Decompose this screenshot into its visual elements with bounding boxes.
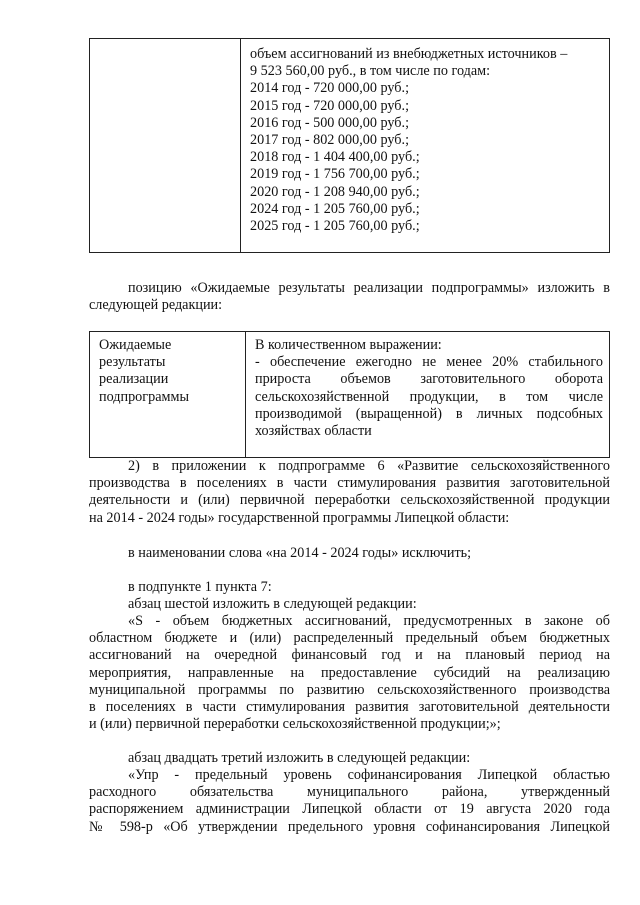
- text-line: позицию «Ожидаемые результаты реализации подпрограммы» изложить в: [128, 280, 610, 296]
- paragraph-sixth-line: [89, 596, 610, 613]
- text-line: в поселениях в части стимулирования развития заготовительной деятельности: [89, 699, 610, 716]
- label-line: реализации: [99, 371, 169, 388]
- value-line: производимой (выращенной) в личных подсобных: [255, 405, 603, 422]
- value-line: прироста объемов заготовительного оборота: [255, 371, 603, 388]
- funding-line: 2015 год - 720 000,00 руб.;: [250, 97, 410, 114]
- funding-table-right-cell: [241, 39, 610, 253]
- funding-line: 2014 год - 720 000,00 руб.;: [250, 80, 410, 97]
- label-line: подпрограммы: [99, 388, 189, 405]
- value-line: - обеспечение ежегодно не менее 20% стабильного: [255, 354, 603, 371]
- text-line: в наименовании слова «на 2014 - 2024 годы» исключить;: [128, 545, 472, 561]
- funding-line: 2024 год - 1 205 760,00 руб.;: [250, 200, 420, 217]
- value-line: сельскохозяйственной продукции, в том числе: [255, 388, 603, 405]
- expected-results-table: [89, 331, 610, 458]
- text-line: «Упр - предельный уровень софинансирования Липецкой областью: [128, 767, 610, 783]
- expected-results-value-cell: [246, 332, 610, 458]
- text-line: деятельности и (или) первичной переработки сельскохозяйственной продукции: [89, 492, 610, 509]
- funding-line: 2016 год - 500 000,00 руб.;: [250, 114, 410, 131]
- text-line: областном бюджете и (или) распределенный предельный объем бюджетных: [89, 630, 610, 647]
- funding-line: 2019 год - 1 756 700,00 руб.;: [250, 166, 420, 183]
- funding-line: 2025 год - 1 205 760,00 руб.;: [250, 218, 420, 235]
- funding-line: 2017 год - 802 000,00 руб.;: [250, 132, 410, 149]
- funding-table: [89, 38, 610, 253]
- value-line: хозяйствах области: [255, 423, 372, 440]
- text-line: муниципальной программы по развитию сельскохозяйственного производства: [89, 681, 610, 698]
- paragraph-subclause: [89, 579, 610, 596]
- paragraph-upr-definition: [89, 767, 610, 836]
- paragraph-twenty-third: [89, 750, 610, 767]
- text-line: мероприятия, направленные на предоставление субсидий на реализацию: [89, 664, 610, 681]
- funding-line: 2020 год - 1 208 940,00 руб.;: [250, 183, 420, 200]
- funding-table-left-cell: [90, 39, 241, 253]
- label-line: Ожидаемые: [99, 337, 172, 353]
- expected-results-label-cell: [90, 332, 246, 458]
- text-line: распоряжением администрации Липецкой области от 19 августа 2020 года: [89, 801, 610, 818]
- text-line: абзац шестой изложить в следующей редакции:: [128, 596, 417, 612]
- text-line: производства в поселениях в части стимулирования развития заготовительной: [89, 475, 610, 492]
- text-line: на 2014 - 2024 годы» государственной программы Липецкой области:: [89, 509, 510, 526]
- paragraph-title-change: [89, 545, 610, 562]
- text-line: 2) в приложении к подпрограмме 6 «Развитие сельскохозяйственного: [128, 458, 610, 474]
- text-line: следующей редакции:: [89, 297, 223, 314]
- text-line: абзац двадцать третий изложить в следующей редакции:: [128, 750, 471, 766]
- text-line: «S - объем бюджетных ассигнований, предусмотренных в законе об: [128, 613, 610, 629]
- text-line: № 598-р «Об утверждении предельного уровня софинансирования Липецкой: [89, 818, 610, 835]
- funding-line: 2018 год - 1 404 400,00 руб.;: [250, 149, 420, 166]
- text-line: расходного обязательства муниципального района, утвержденный: [89, 784, 610, 801]
- paragraph-position: [89, 280, 610, 314]
- paragraph-s-definition: [89, 613, 610, 733]
- paragraph-appendix: [89, 458, 610, 527]
- text-line: и (или) первичной переработки сельскохозяйственной продукции;»;: [89, 716, 501, 733]
- funding-line: 9 523 560,00 руб., в том числе по годам:: [250, 63, 491, 80]
- text-line: ассигнований на очередной финансовый год и на плановый период на: [89, 647, 610, 664]
- text-line: в подпункте 1 пункта 7:: [128, 579, 272, 595]
- value-line: В количественном выражении:: [255, 337, 442, 353]
- label-line: результаты: [99, 354, 166, 371]
- funding-line: объем ассигнований из внебюджетных источников –: [250, 46, 568, 62]
